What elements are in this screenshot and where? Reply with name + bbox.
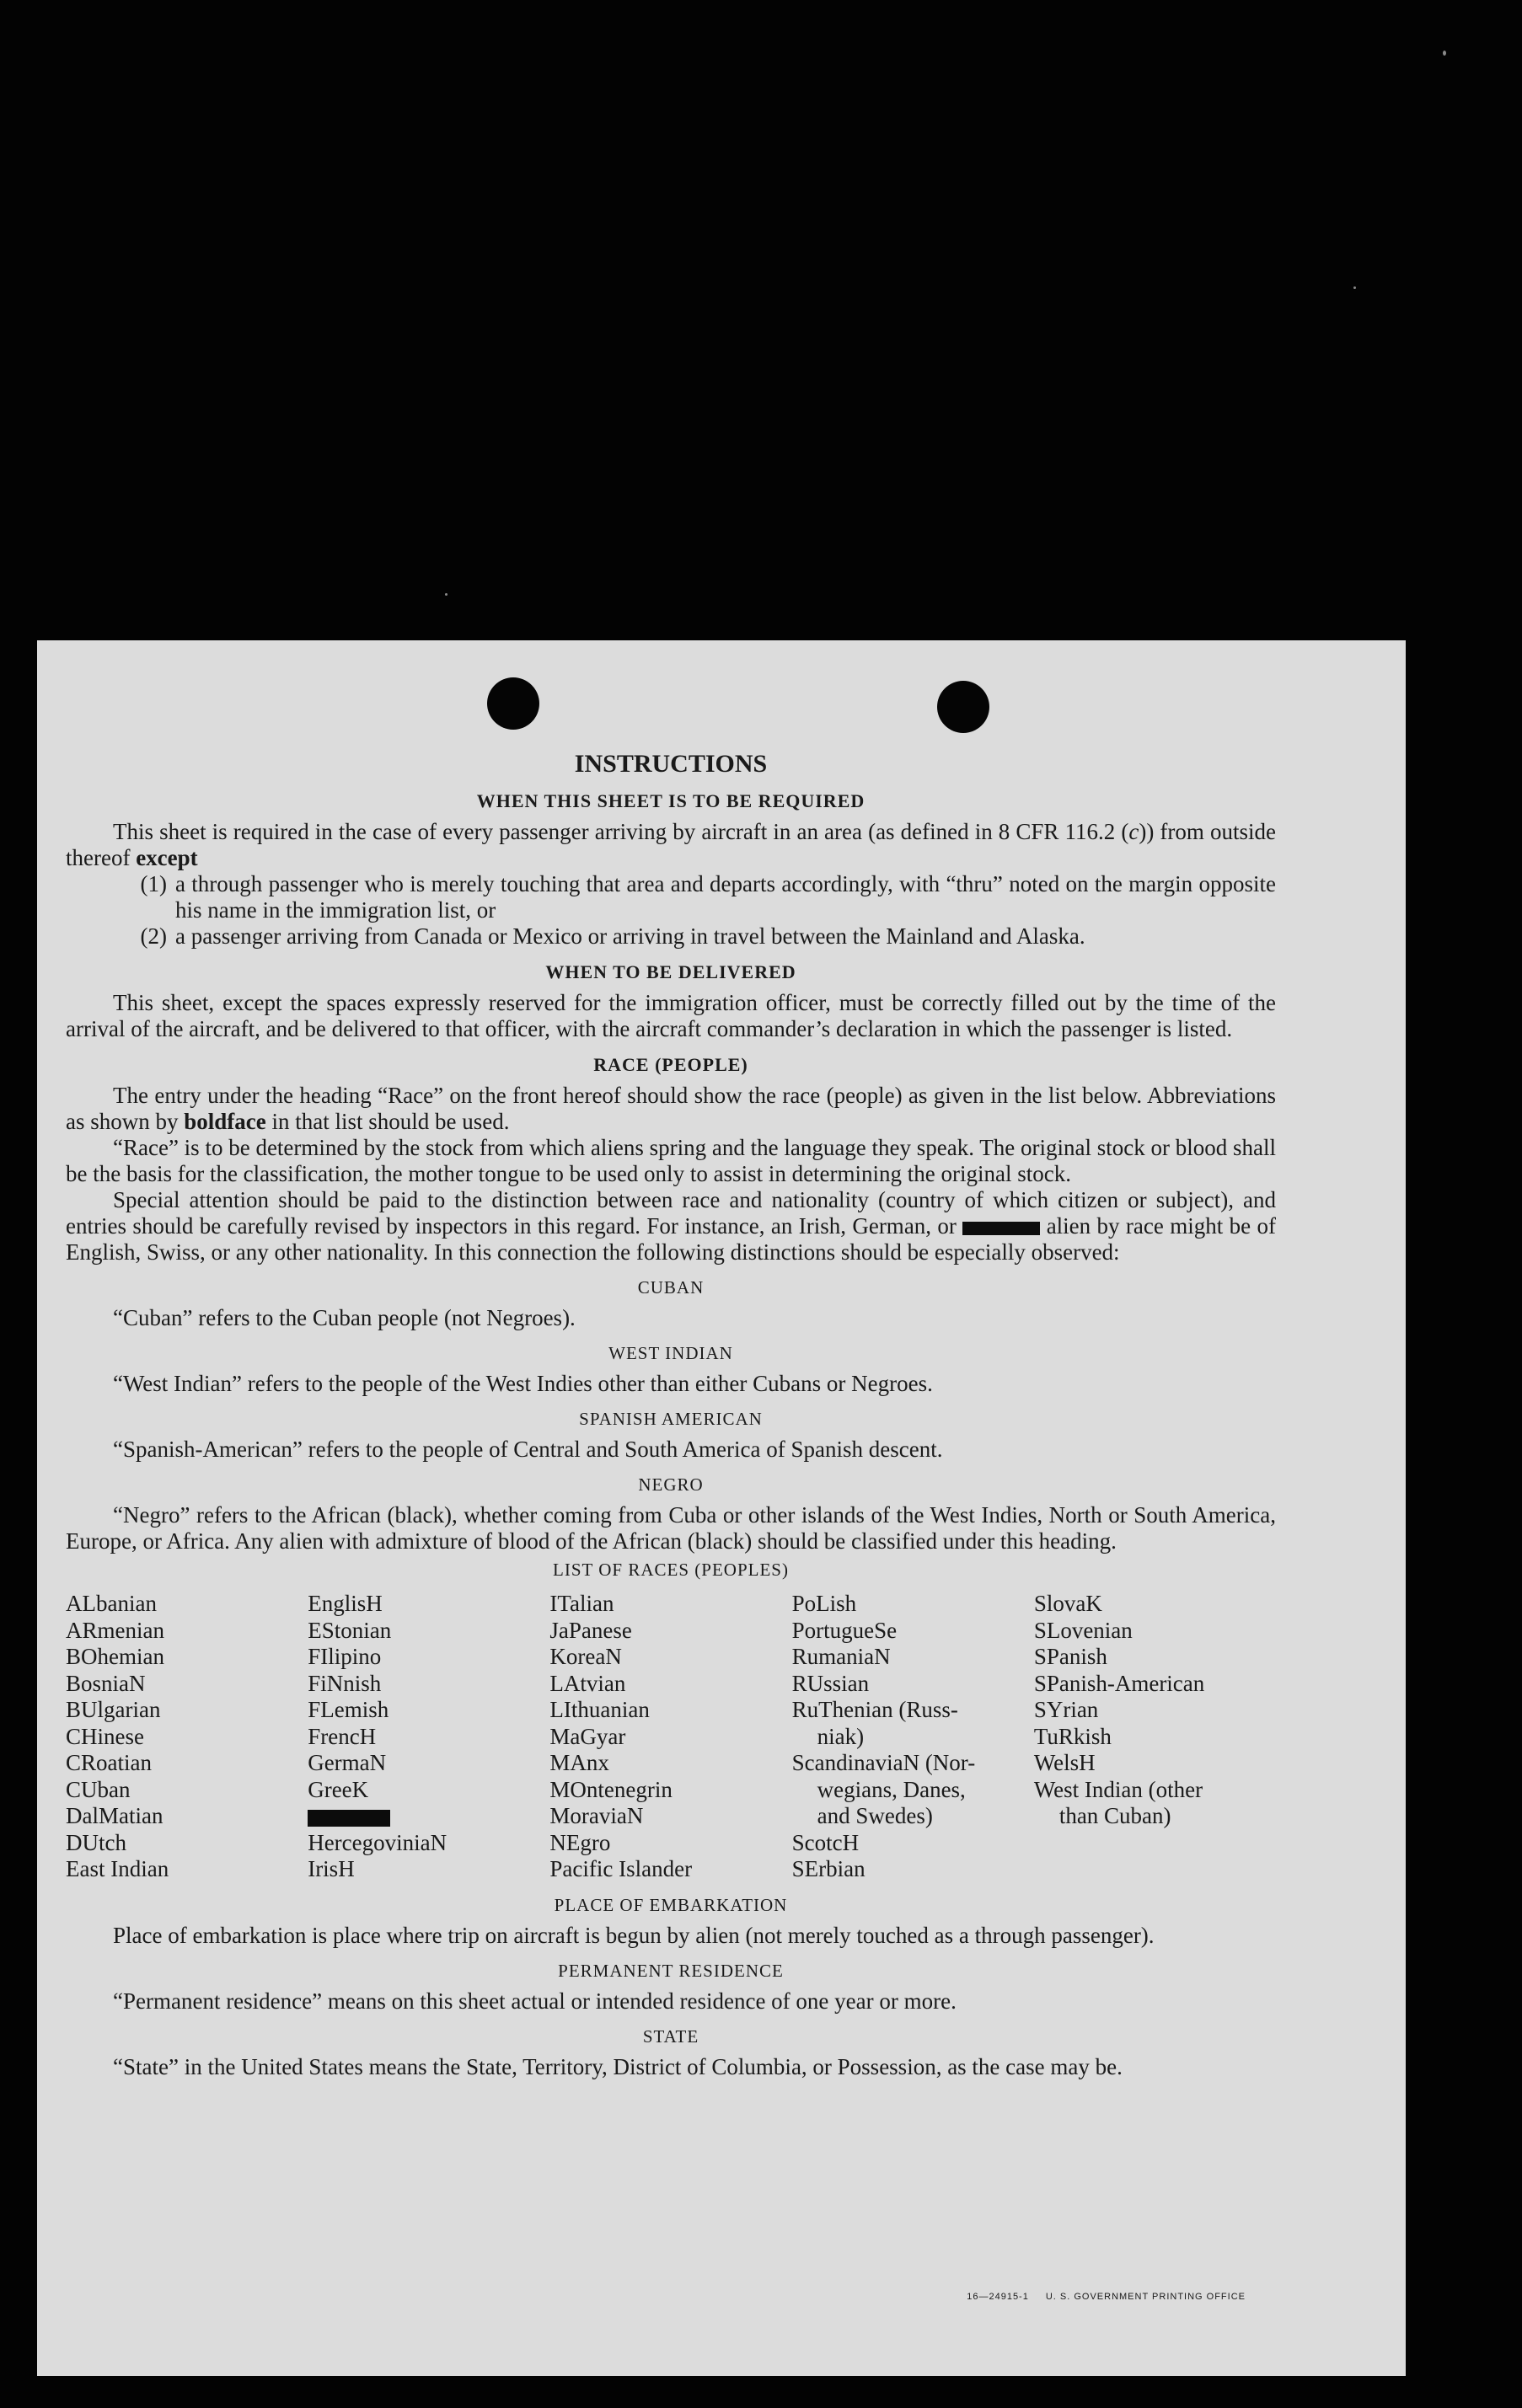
race-entry: FrencH [308, 1723, 377, 1749]
race-entry: CRoatian [66, 1750, 152, 1775]
race-entry: SPanish [1033, 1644, 1107, 1669]
race-entry: CHinese [66, 1723, 144, 1749]
race-entry-redacted [308, 1803, 549, 1830]
race-entry: ScotcH [791, 1829, 860, 1855]
race-entry-continued: wegians, Danes, [817, 1776, 966, 1802]
race-entry: EStonian [308, 1617, 392, 1643]
race-entry: ARmenian [66, 1617, 164, 1643]
race-entry-continued: than Cuban) [1058, 1803, 1171, 1828]
race-entry-continued: niak) [817, 1723, 865, 1749]
section-heading-when-delivered: WHEN TO BE DELIVERED [545, 961, 796, 982]
race-entry: ALbanian [66, 1591, 157, 1616]
race-entry: BUlgarian [66, 1697, 161, 1722]
race-list [66, 1591, 1276, 1883]
form-number: 16—24915-1 [967, 2292, 1029, 2302]
section-heading-race: RACE (PEOPLE) [593, 1054, 748, 1075]
race-entry: HercegoviniaN [308, 1829, 447, 1855]
spanish-american-paragraph: “Spanish-American” refers to the people of Central and South America of Spanish descent. [113, 1437, 943, 1462]
race-entry: GermaN [308, 1750, 387, 1775]
race-entry: NEgro [549, 1829, 611, 1855]
dust-speck [1353, 286, 1356, 289]
punch-hole [487, 677, 539, 730]
dust-speck [445, 593, 447, 596]
race-entry: LIthuanian [549, 1697, 650, 1722]
race-column-5 [1034, 1591, 1276, 1883]
race-entry: East Indian [66, 1856, 169, 1881]
negro-paragraph: “Negro” refers to the African (black), whether coming from Cuba or other islands of the West Indies, North or South America, Europe, or Africa. Any alien with admixture of blood of the African (black) should be classified under this heading. [66, 1502, 1276, 1554]
form-footer [950, 2292, 1246, 2302]
page-title: INSTRUCTIONS [574, 750, 768, 778]
section-heading-cuban: CUBAN [637, 1277, 705, 1298]
race-entry: SlovaK [1033, 1591, 1102, 1616]
section-heading-list-of-races: LIST OF RACES (PEOPLES) [553, 1560, 789, 1580]
race-entry: RumaniaN [791, 1644, 891, 1669]
race-entry: KoreaN [549, 1644, 622, 1669]
race-entry: RUssian [791, 1670, 870, 1696]
race-entry: CUban [66, 1776, 131, 1802]
race-entry: SPanish-American [1033, 1670, 1205, 1696]
section-heading-spanish-american: SPANISH AMERICAN [579, 1409, 763, 1429]
west-indian-paragraph: “West Indian” refers to the people of the West Indies other than either Cubans or Negroes. [113, 1371, 933, 1396]
race-entry: MOntenegrin [549, 1776, 673, 1802]
sheet-content [66, 750, 1276, 2080]
race-entry: WelsH [1033, 1750, 1096, 1775]
race-entry: SErbian [791, 1856, 866, 1881]
race-entry: PoLish [791, 1591, 857, 1616]
race-entry: SLovenian [1033, 1617, 1133, 1643]
race-entry: EnglisH [308, 1591, 383, 1616]
section-heading-state: STATE [642, 2025, 699, 2047]
cuban-paragraph: “Cuban” refers to the Cuban people (not Negroes). [113, 1305, 576, 1330]
section-heading-west-indian: WEST INDIAN [608, 1343, 733, 1363]
race-column-4 [792, 1591, 1034, 1883]
race-entry: TuRkish [1033, 1723, 1112, 1749]
section-heading-embarkation: PLACE OF EMBARKATION [554, 1894, 788, 1915]
race-paragraph-3: Special attention should be paid to the distinction between race and nationality (country of which citizen or subject), and entries should be carefully revised by inspectors in this regard. For instance, an Irish, German, or alien by race might be of English, Swiss, or any other nationality. In this connection the following distinctions should be especially observed: [66, 1187, 1276, 1265]
race-entry: FiNnish [308, 1670, 382, 1696]
race-entry: MAnx [549, 1750, 609, 1775]
punch-hole [937, 681, 989, 733]
race-entry: Pacific Islander [549, 1856, 693, 1881]
race-entry: MaGyar [549, 1723, 626, 1749]
when-delivered-paragraph: This sheet, except the spaces expressly reserved for the immigration officer, must be correctly filled out by the time of the arrival of the aircraft, and be delivered to that officer, with the aircraft commander’s declaration in which the passenger is listed. [66, 990, 1276, 1041]
redaction-mark [962, 1222, 1040, 1235]
race-entry: IrisH [308, 1856, 355, 1881]
race-entry: FIlipino [308, 1644, 382, 1669]
race-column-2 [308, 1591, 549, 1883]
race-paragraph-2: “Race” is to be determined by the stock from which aliens spring and the language they speak. The original stock or blood shall be the basis for the classification, the mother tongue to be used only to assist in determining the original stock. [66, 1135, 1276, 1186]
race-entry: DUtch [66, 1829, 126, 1855]
section-heading-when-required: WHEN THIS SHEET IS TO BE REQUIRED [476, 790, 866, 811]
race-entry: RuThenian (Russ- [791, 1697, 958, 1722]
race-entry: LAtvian [549, 1670, 626, 1696]
instruction-sheet [37, 640, 1406, 2376]
exception-item-1: (1) a through passenger who is merely touching that area and departs accordingly, with “thru” noted on the margin opposite his name in the immigration list, or [140, 871, 1276, 923]
race-entry: BosniaN [66, 1670, 146, 1696]
race-entry: DalMatian [66, 1803, 163, 1828]
race-entry: FLemish [308, 1697, 389, 1722]
exception-item-2: (2) a passenger arriving from Canada or Mexico or arriving in travel between the Mainland and Alaska. [140, 923, 1085, 949]
race-entry: ScandinaviaN (Nor- [791, 1750, 976, 1775]
residence-paragraph: “Permanent residence” means on this sheet actual or intended residence of one year or more. [113, 1988, 957, 2014]
race-entry: BOhemian [66, 1644, 164, 1669]
embarkation-paragraph: Place of embarkation is place where trip on aircraft is begun by alien (not merely touched as a through passenger). [113, 1922, 1155, 1948]
race-column-1 [66, 1591, 308, 1883]
race-entry: West Indian (other [1033, 1776, 1203, 1802]
section-heading-residence: PERMANENT RESIDENCE [558, 1960, 784, 1981]
section-heading-negro: NEGRO [638, 1474, 704, 1495]
race-entry: JaPanese [549, 1617, 632, 1643]
dust-speck [1443, 51, 1446, 56]
race-entry: ITalian [549, 1591, 614, 1616]
when-required-paragraph: This sheet is required in the case of every passenger arriving by aircraft in an area (as defined in 8 CFR 116.2 (c)) from outside thereof except [66, 819, 1276, 870]
race-paragraph-1: The entry under the heading “Race” on the front hereof should show the race (people) as given in the list below. Abbreviations as shown by boldface in that list should be used. [66, 1083, 1276, 1134]
race-entry: MoraviaN [549, 1803, 644, 1828]
race-entry: PortugueSe [791, 1617, 898, 1643]
race-entry-continued: and Swedes) [817, 1803, 933, 1828]
race-entry: SYrian [1033, 1697, 1099, 1722]
state-paragraph: “State” in the United States means the State, Territory, District of Columbia, or Possession, as the case may be. [113, 2053, 1123, 2079]
printer-credit: U. S. GOVERNMENT PRINTING OFFICE [1045, 2292, 1246, 2302]
race-column-3 [549, 1591, 791, 1883]
redaction-mark [308, 1810, 390, 1827]
race-entry: GreeK [308, 1776, 369, 1802]
